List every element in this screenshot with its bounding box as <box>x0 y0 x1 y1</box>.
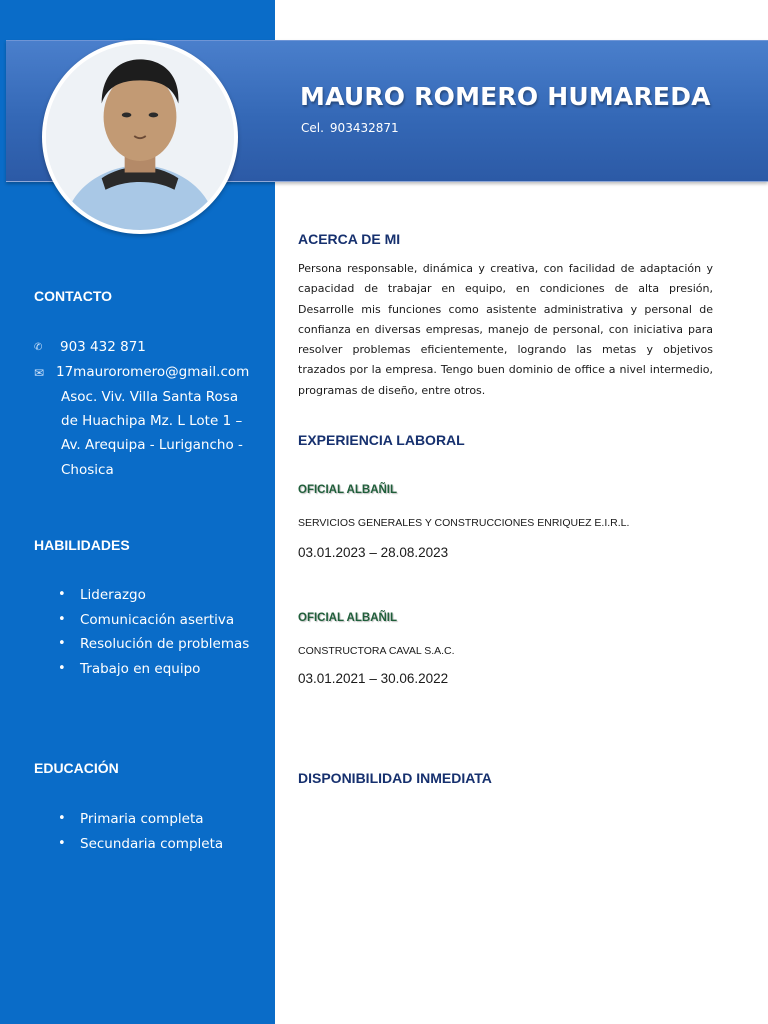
skill-item: • Comunicación asertiva <box>58 608 249 633</box>
cel-label: Cel. <box>301 121 324 135</box>
email-icon: ✉ <box>34 366 45 380</box>
contact-email[interactable]: 17mauroromero@gmail.com <box>56 364 250 380</box>
job-position: OFICIAL ALBAÑIL <box>298 484 398 496</box>
profile-photo <box>42 40 238 234</box>
education-item: • Primaria completa <box>58 807 223 832</box>
cel-number: 903432871 <box>329 121 399 135</box>
candidate-name: MAURO ROMERO HUMAREDA <box>300 82 711 111</box>
phone-icon: ✆ <box>34 342 43 353</box>
skill-item: • Resolución de problemas <box>58 632 249 657</box>
skills-heading: HABILIDADES <box>34 537 130 553</box>
job-dates: 03.01.2023 – 28.08.2023 <box>298 545 449 560</box>
contact-heading: CONTACTO <box>34 288 113 304</box>
address-line: Av. Arequipa - Lurigancho - <box>61 437 243 453</box>
about-text: Persona responsable, dinámica y creativa, con facilidad de adaptación y capacidad de trabajar en equipo, en condiciones de alta presión, Desarrolle mis funciones como asistente administrativa y personal de confianza en diversas empresas, manejo de personal, con iniciativa para resolver problemas eficientemente, logrando las metas y objetivos trazados por la empresa. Tengo buen dominio de office a nivel intermedio, programas de diseño, entre otros. <box>298 262 713 397</box>
skill-item: • Liderazgo <box>58 583 249 608</box>
job-position: OFICIAL ALBAÑIL <box>298 612 398 624</box>
education-heading: EDUCACIÓN <box>34 760 119 776</box>
about-heading: ACERCA DE MI <box>298 231 401 247</box>
profile-photo-illustration <box>46 44 234 230</box>
skills-list <box>58 583 249 681</box>
address-line: Asoc. Viv. Villa Santa Rosa <box>61 389 239 405</box>
skill-item: • Trabajo en equipo <box>58 657 249 682</box>
address-line: de Huachipa Mz. L Lote 1 – <box>61 413 243 429</box>
availability-heading: DISPONIBILIDAD INMEDIATA <box>298 770 492 786</box>
job-company: SERVICIOS GENERALES Y CONSTRUCCIONES ENRIQUEZ E.I.R.L. <box>298 517 630 529</box>
header-phone <box>301 121 399 135</box>
job-company: CONSTRUCTORA CAVAL S.A.C. <box>298 645 455 657</box>
experience-heading: EXPERIENCIA LABORAL <box>298 432 465 448</box>
education-list <box>58 807 223 856</box>
address-line: Chosica <box>61 462 114 478</box>
education-item: • Secundaria completa <box>58 832 223 857</box>
contact-phone: 903 432 871 <box>60 339 146 355</box>
job-dates: 03.01.2021 – 30.06.2022 <box>298 671 449 686</box>
